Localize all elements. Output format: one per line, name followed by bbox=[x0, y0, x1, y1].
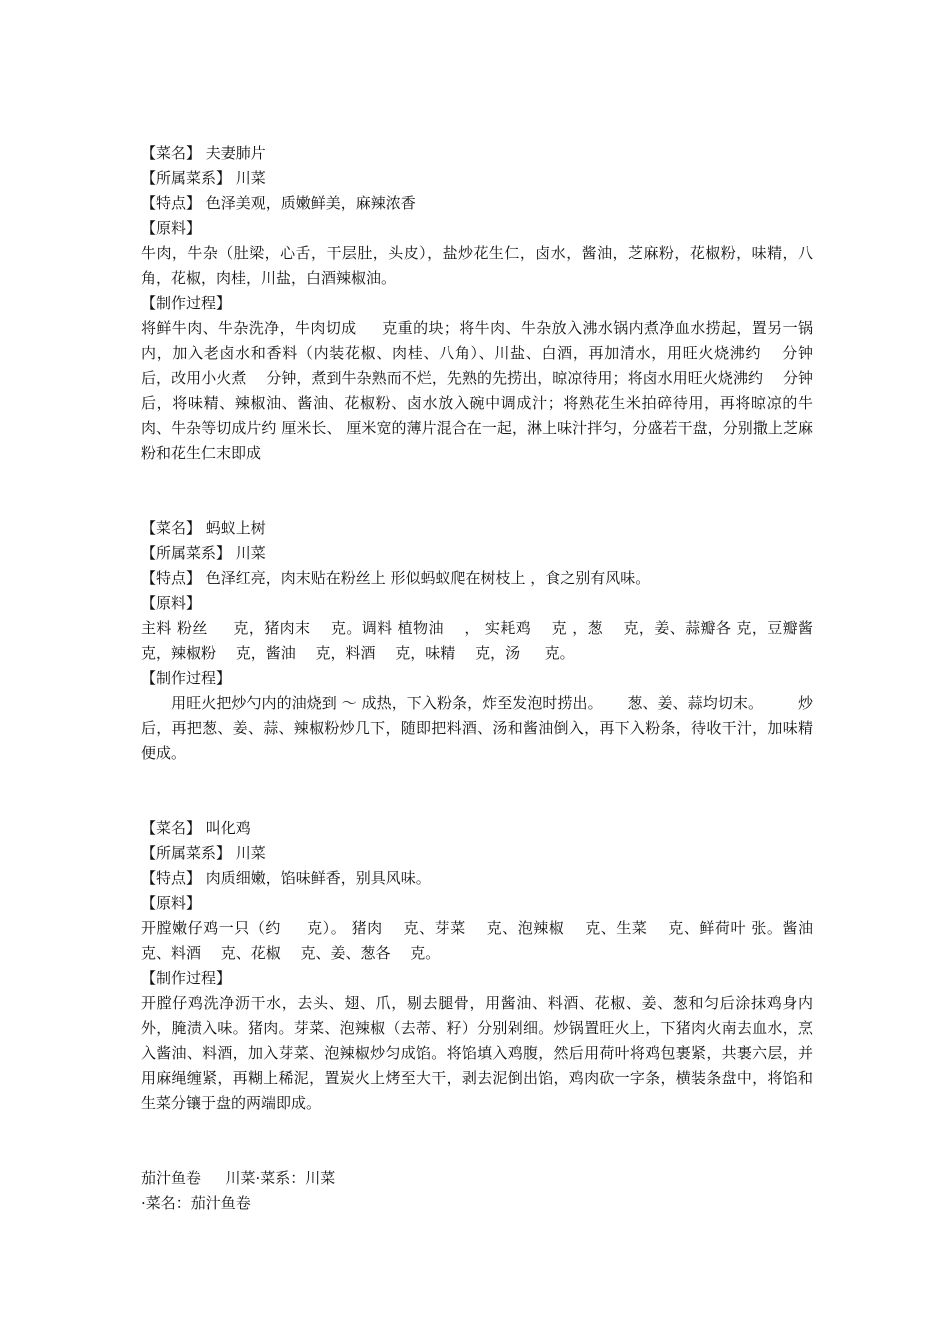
spacer bbox=[141, 1116, 813, 1166]
dish-name: 【菜名】 叫化鸡 bbox=[141, 819, 251, 837]
cuisine-system: 【所属菜系】 川菜 bbox=[141, 844, 266, 862]
process-heading: 【制作过程】 bbox=[141, 669, 232, 687]
ingredients-heading: 【原料】 bbox=[141, 894, 202, 912]
next-recipe-name: ·菜名：茄汁鱼卷 bbox=[141, 1194, 251, 1212]
process-text: 用旺火把炒勺内的油烧到 ～ 成热，下入粉条，炸至发泡时捞出。 葱、姜、蒜均切末。 炒后，再把葱、姜、蒜、辣椒粉炒几下，随即把料酒、汤和酱油倒入，再下入粉条，待收干汁，加味精便成。 bbox=[141, 694, 813, 762]
next-recipe-stub bbox=[141, 1166, 813, 1216]
ingredients-text: 牛肉，牛杂（肚梁，心舌，干层肚，头皮），盐炒花生仁，卤水，酱油，芝麻粉，花椒粉，味精，八角，花椒，肉桂，川盐，白酒辣椒油。 bbox=[141, 244, 813, 287]
recipe-fuqi-feipian bbox=[141, 141, 813, 466]
dish-features: 【特点】 色泽红亮，肉末贴在粉丝上 形似蚂蚁爬在树枝上 ，食之别有风味。 bbox=[141, 569, 651, 587]
ingredients-text: 主料 粉丝 克，猪肉末 克。调料 植物油 ， 实耗鸡 克 ，葱 克，姜、蒜瓣各 克，豆瓣酱 克，辣椒粉 克，酱油 克，料酒 克，味精 克，汤 克。 bbox=[141, 619, 833, 662]
process-text: 开膛仔鸡洗净沥干水，去头、翅、爪，剔去腿骨，用酱油、料酒、花椒、姜、葱和匀后涂抹鸡身内外，腌渍入味。猪肉。芽菜、泡辣椒（去蒂、籽）分别剁细。炒锅置旺火上，下猪肉火南去血水，烹入酱油、料酒，加入芽菜、泡辣椒炒匀成馅。将馅填入鸡腹，然后用荷叶将鸡包裹紧，共裹六层，并用麻绳缠紧，再糊上稀泥，置炭火上烤至大干，剥去泥倒出馅，鸡肉砍一字条，横装条盘中，将馅和生菜分镶于盘的两端即成。 bbox=[141, 994, 813, 1112]
ingredients-text: 开膛嫩仔鸡一只（约 克）。 猪肉 克、芽菜 克、泡辣椒 克、生菜 克、鲜荷叶 张。酱油 克、料酒 克、花椒 克、姜、葱各 克。 bbox=[141, 919, 833, 962]
ingredients-heading: 【原料】 bbox=[141, 594, 202, 612]
recipe-mayi-shangshu bbox=[141, 516, 833, 766]
cuisine-system: 【所属菜系】 川菜 bbox=[141, 544, 266, 562]
dish-name: 【菜名】 夫妻肺片 bbox=[141, 144, 266, 162]
dish-features: 【特点】 色泽美观，质嫩鲜美，麻辣浓香 bbox=[141, 194, 416, 212]
ingredients-heading: 【原料】 bbox=[141, 219, 202, 237]
recipe-jiaohua-ji bbox=[141, 816, 833, 1116]
next-recipe-title: 茄汁鱼卷 川菜·菜系：川菜 bbox=[141, 1169, 336, 1187]
dish-features: 【特点】 肉质细嫩，馅味鲜香，别具风味。 bbox=[141, 869, 431, 887]
spacer bbox=[141, 466, 813, 516]
process-heading: 【制作过程】 bbox=[141, 294, 232, 312]
dish-name: 【菜名】 蚂蚁上树 bbox=[141, 519, 266, 537]
document-page bbox=[141, 141, 833, 1216]
process-text: 将鲜牛肉、牛杂洗净，牛肉切成 克重的块；将牛肉、牛杂放入沸水锅内煮净血水捞起，置另一锅内，加入老卤水和香料（内装花椒、肉桂、八角）、川盐、白酒，再加清水，用旺火烧沸约 分钟后，改用小火煮 分钟，煮到牛杂熟而不烂，先熟的先捞出，晾凉待用；将卤水用旺火烧沸约 分钟后，将味精、辣椒油、酱油、花椒粉、卤水放入碗中调成汁；将熟花生米拍碎待用，再将晾凉的牛肉、牛杂等切成片约 厘米长、 厘米宽的薄片混合在一起，淋上味汁拌匀，分盛若干盘，分别撒上芝麻粉和花生仁末即成 bbox=[141, 319, 813, 462]
cuisine-system: 【所属菜系】 川菜 bbox=[141, 169, 266, 187]
process-heading: 【制作过程】 bbox=[141, 969, 232, 987]
spacer bbox=[141, 766, 813, 816]
